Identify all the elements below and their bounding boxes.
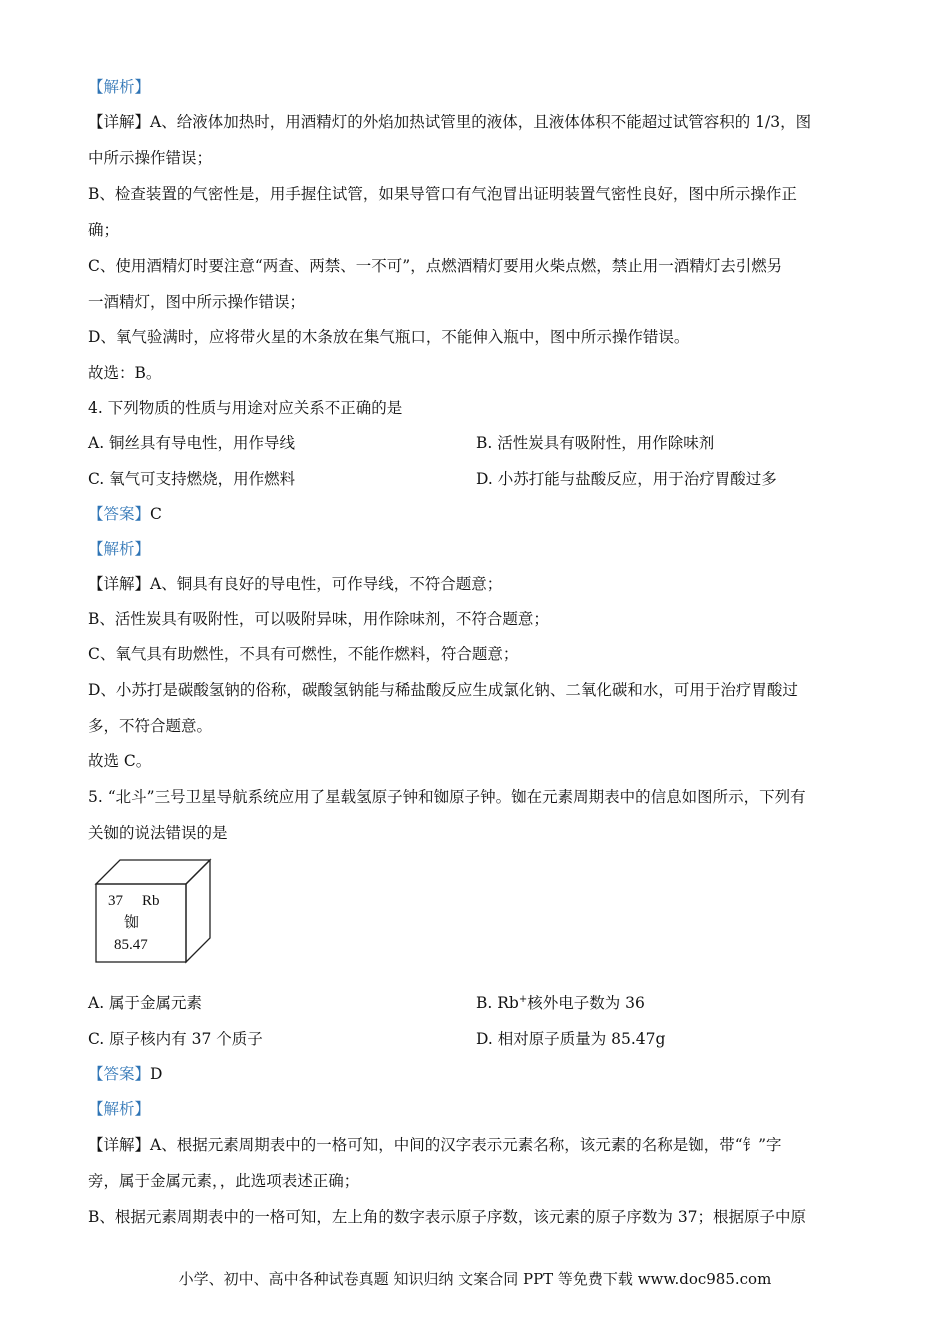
element-name: 铷: [124, 915, 140, 931]
q5-analysis-heading: 【解析】: [88, 1100, 151, 1118]
q4-answer: 【答案】C: [88, 505, 162, 523]
analysis-heading: 【解析】: [88, 78, 151, 96]
atomic-mass: 85.47: [114, 937, 148, 953]
q5-detail-line: B、根据元素周期表中的一格可知，左上角的数字表示原子序数，该元素的原子序数为 37；根据原子中原: [88, 1208, 807, 1226]
q4-detail-line: 多，不符合题意。: [88, 717, 213, 735]
q4-analysis-heading: 【解析】: [88, 540, 151, 558]
conclusion-line: 故选：B。: [88, 364, 162, 382]
q5-option-a: A. 属于金属元素: [88, 994, 203, 1012]
detail-line: D、氧气验满时，应将带火星的木条放在集气瓶口，不能伸入瓶中，图中所示操作错误。: [88, 328, 690, 346]
detail-line: 一酒精灯，图中所示操作错误；: [88, 293, 306, 311]
element-symbol: Rb: [142, 893, 160, 909]
question-5-stem: 5. “北斗”三号卫星导航系统应用了星载氢原子钟和铷原子钟。铷在元素周期表中的信息如图所示，下列有: [88, 788, 806, 806]
q5-detail-line: 【详解】A、根据元素周期表中的一格可知，中间的汉字表示元素名称，该元素的名称是铷，带“钅”字: [88, 1136, 782, 1154]
q4-detail-line: 【详解】A、铜具有良好的导电性，可作导线，不符合题意；: [88, 575, 503, 593]
detail-line: B、检查装置的气密性是，用手握住试管，如果导管口有气泡冒出证明装置气密性良好，图中所示操作正: [88, 185, 797, 203]
detail-line: 中所示操作错误；: [88, 149, 213, 167]
q4-detail-line: B、活性炭具有吸附性，可以吸附异味，用作除味剂，不符合题意；: [88, 610, 549, 628]
q5-detail-line: 旁，属于金属元素，，此选项表述正确；: [88, 1172, 360, 1190]
q4-detail-line: D、小苏打是碳酸氢钠的俗称，碳酸氢钠能与稀盐酸反应生成氯化钠、二氧化碳和水，可用于治疗胃酸过: [88, 681, 798, 699]
q4-option-c: C. 氧气可支持燃烧，用作燃料: [88, 470, 296, 488]
detail-line: 【详解】A、给液体加热时，用酒精灯的外焰加热试管里的液体，且液体体积不能超过试管容积的 1/3，图: [88, 113, 812, 131]
q4-option-b: B. 活性炭具有吸附性，用作除味剂: [476, 434, 715, 452]
detail-line: C、使用酒精灯时要注意“两查、两禁、一不可”，点燃酒精灯要用火柴点燃，禁止用一酒精灯去引燃另: [88, 257, 783, 275]
q4-option-a: A. 铜丝具有导电性，用作导线: [88, 434, 296, 452]
page-footer: 小学、初中、高中各种试卷真题 知识归纳 文案合同 PPT 等免费下载 www.doc985.com: [178, 1270, 772, 1288]
q5-answer: 【答案】D: [88, 1065, 163, 1083]
question-4-stem: 4. 下列物质的性质与用途对应关系不正确的是: [88, 399, 403, 417]
detail-line: 确；: [88, 221, 120, 239]
atomic-number: 37: [108, 893, 123, 909]
q4-conclusion: 故选 C。: [88, 752, 152, 770]
q5-option-c: C. 原子核内有 37 个质子: [88, 1030, 263, 1048]
element-cube-figure: [94, 858, 212, 966]
cube-outline: [94, 858, 212, 966]
question-5-stem: 关铷的说法错误的是: [88, 824, 228, 842]
q5-option-b: B. Rb+核外电子数为 36: [476, 993, 645, 1012]
q5-option-d: D. 相对原子质量为 85.47g: [476, 1030, 666, 1048]
q4-detail-line: C、氧气具有助燃性，不具有可燃性，不能作燃料，符合题意；: [88, 645, 519, 663]
q4-option-d: D. 小苏打能与盐酸反应，用于治疗胃酸过多: [476, 470, 777, 488]
